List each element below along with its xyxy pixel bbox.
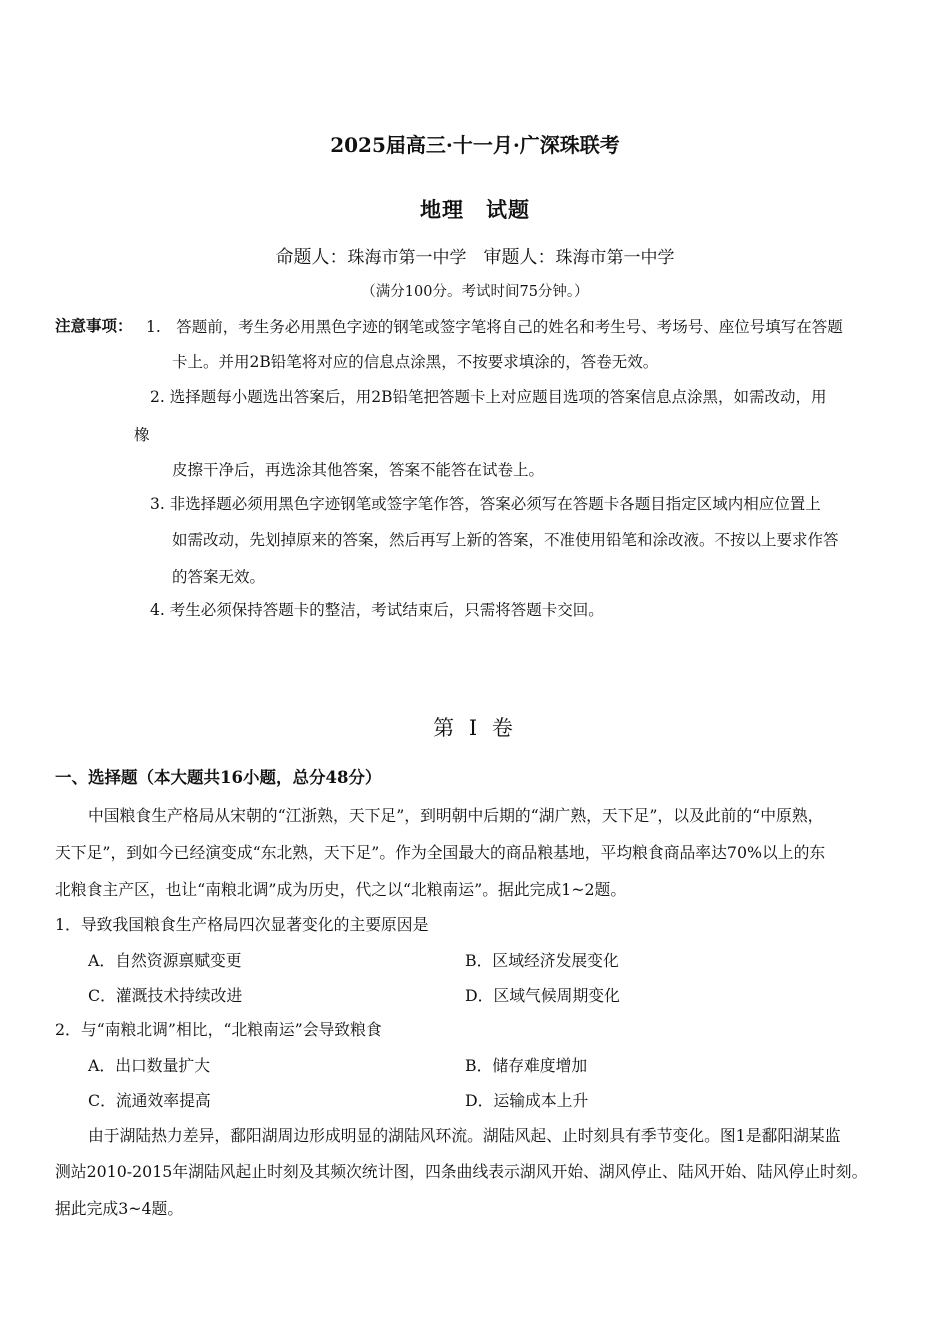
setter-name: 珠海市第一中学 <box>347 248 467 268</box>
passage-line: 由于湖陆热力差异，鄱阳湖周边形成明显的湖陆风环流。湖陆风起、止时刻具有季节变化。图1是鄱阳湖某监 <box>88 1126 841 1145</box>
passage-line: 天下足”，到如今已经演变成“东北熟，天下足”。作为全国最大的商品粮基地，平均粮食商品率达70%以上的东 <box>55 843 826 862</box>
passage-line: 据此完成3~4题。 <box>55 1199 184 1218</box>
answer-option: C．灌溉技术持续改进 <box>88 986 243 1005</box>
notice-line: 如需改动，先划掉原来的答案，然后再写上新的答案，不准使用铅笔和涂改液。不按以上要求作答 <box>172 531 839 549</box>
authors-line <box>0 243 950 269</box>
notice-line: 2. 选择题每小题选出答案后，用2B铅笔把答题卡上对应题目选项的答案信息点涂黑，如需改动，用 <box>150 388 827 406</box>
reviewer-label: 审题人： <box>483 247 556 268</box>
notice-line: 3. 非选择题必须用黑色字迹钢笔或签字笔作答，答案必须写在答题卡各题目指定区域内相应位置上 <box>150 495 821 513</box>
part-heading: 第 Ⅰ 卷 <box>433 716 517 740</box>
notice-label: 注意事项： <box>55 316 133 335</box>
passage-line: 测站2010-2015年湖陆风起止时刻及其频次统计图，四条曲线表示湖风开始、湖风停止、陆风开始、陆风停止时刻。 <box>55 1162 868 1181</box>
notice-line: 橡 <box>134 426 150 444</box>
notice-line: 卡上。并用2B铅笔将对应的信息点涂黑，不按要求填涂的，答卷无效。 <box>172 353 659 371</box>
notice-line: 的答案无效。 <box>172 568 266 586</box>
section-heading: 一、选择题（本大题共16小题，总分48分） <box>55 768 382 787</box>
answer-option: A．自然资源禀赋变更 <box>88 951 242 970</box>
answer-option: D．运输成本上升 <box>465 1091 589 1110</box>
notice-line: 4. 考生必须保持答题卡的整洁，考试结束后，只需将答题卡交回。 <box>150 601 604 619</box>
answer-option: C．流通效率提高 <box>88 1091 211 1110</box>
subject-title: 地理 试题 <box>420 197 530 222</box>
passage-line: 北粮食主产区，也让“南粮北调”成为历史，代之以“北粮南运”。据此完成1~2题。 <box>55 880 627 899</box>
setter-label: 命题人： <box>275 247 348 268</box>
question-stem: 1．导致我国粮食生产格局四次显著变化的主要原因是 <box>55 915 429 934</box>
passage-line: 中国粮食生产格局从宋朝的“江浙熟，天下足”，到明朝中后期的“湖广熟，天下足”，以及此前的“中原熟， <box>88 806 824 825</box>
reviewer-name: 珠海市第一中学 <box>555 248 675 268</box>
score-time-note: （满分100分。考试时间75分钟。） <box>361 284 589 300</box>
answer-option: B．储存难度增加 <box>465 1056 588 1075</box>
answer-option: A．出口数量扩大 <box>88 1056 210 1075</box>
notice-line: 皮擦干净后，再选涂其他答案，答案不能答在试卷上。 <box>172 461 545 479</box>
question-stem: 2．与“南粮北调”相比，“北粮南运”会导致粮食 <box>55 1020 382 1039</box>
answer-option: B．区域经济发展变化 <box>465 951 619 970</box>
notice-line: 1. 答题前，考生务必用黑色字迹的钢笔或签字笔将自己的姓名和考生号、考场号、座位号填写在答题 <box>146 318 843 336</box>
exam-title: 2025届高三·十一月·广深珠联考 <box>330 133 620 157</box>
answer-option: D．区域气候周期变化 <box>465 986 620 1005</box>
